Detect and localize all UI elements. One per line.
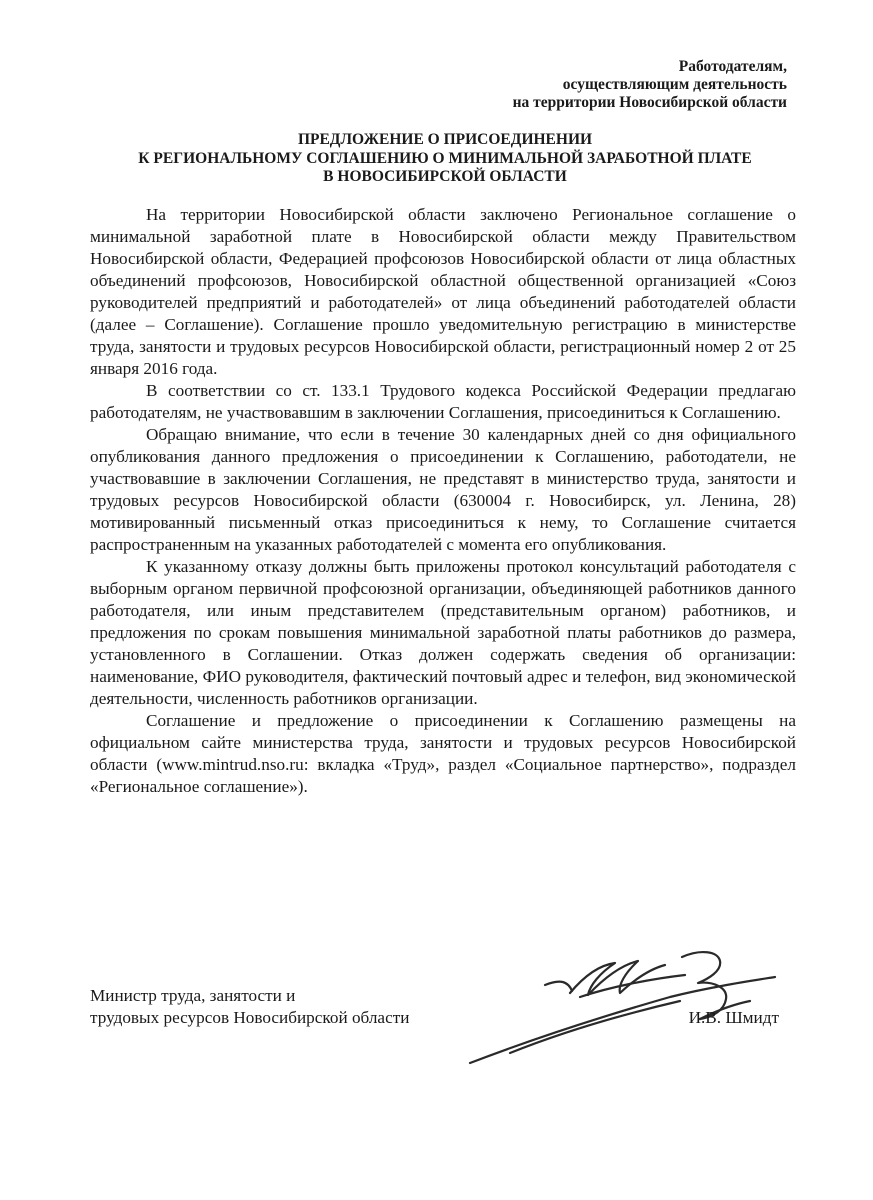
paragraph-2: В соответствии со ст. 133.1 Трудового кодекса Российской Федерации предлагаю работодателям, не участвовавшим в заключении Соглашения, присоединиться к Соглашению.: [90, 381, 796, 422]
signer-name: И.В. Шмидт: [688, 1008, 779, 1027]
signer-position-line-2: трудовых ресурсов Новосибирской области: [90, 1008, 410, 1027]
paragraph-5: Соглашение и предложение о присоединении к Соглашению размещены на официальном сайте министерства труда, занятости и трудовых ресурсов Новосибирской области (www.mintrud.nso.ru: вкладка «Труд», раздел «Социальное партнерство», подраздел «Региональное соглашение»).: [90, 711, 796, 796]
handwritten-signature: [450, 935, 790, 1075]
paragraph-3: Обращаю внимание, что если в течение 30 календарных дней со дня официального опубликования данного предложения о присоединении к Соглашению, работодатели, не участвовавшие в заключении Соглашения, не представят в министерство труда, занятости и трудовых ресурсов Новосибирской области (630004 г. Новосибирск, ул. Ленина, 28) мотивированный письменный отказ присоединиться к нему, то Соглашение считается распространенным на указанных работодателей с момента его опубликования.: [90, 425, 796, 554]
addressee-line-2: осуществляющим деятельность: [562, 76, 787, 93]
signer-position: [90, 985, 409, 1029]
paragraph-4: К указанному отказу должны быть приложены протокол консультаций работодателя с выборным органом первичной профсоюзной организации, объединяющей работников данного работодателя, или иным представителем (представительным органом) работников, и предложения по срокам повышения минимальной заработной платы работников до размера, установленного в Соглашении. Отказ должен содержать сведения об организации: наименование, ФИО руководителя, фактический почтовый адрес и телефон, вид экономической деятельности, численность работников организации.: [90, 557, 796, 708]
document-title: [90, 131, 800, 187]
document-body: [90, 204, 796, 798]
title-line-3: В НОВОСИБИРСКОЙ ОБЛАСТИ: [323, 168, 567, 185]
addressee-block: [367, 58, 787, 112]
signer-position-line-1: Министр труда, занятости и: [90, 986, 296, 1005]
title-line-1: ПРЕДЛОЖЕНИЕ О ПРИСОЕДИНЕНИИ: [297, 131, 593, 148]
addressee-line-3: на территории Новосибирской области: [512, 94, 787, 111]
title-line-2: К РЕГИОНАЛЬНОМУ СОГЛАШЕНИЮ О МИНИМАЛЬНОЙ ЗАРАБОТНОЙ ПЛАТЕ: [138, 149, 752, 167]
addressee-line-1: Работодателям,: [678, 58, 787, 75]
paragraph-1: На территории Новосибирской области заключено Региональное соглашение о минимальной заработной плате в Новосибирской области между Правительством Новосибирской области, Федерацией профсоюзов Новосибирской области от лица областных объединений профсоюзов, Новосибирской областной общественной организацией «Союз руководителей предприятий и работодателей» от лица объединений работодателей области (далее – Соглашение). Соглашение прошло уведомительную регистрацию в министерстве труда, занятости и трудовых ресурсов Новосибирской области, регистрационный номер 2 от 25 января 2016 года.: [90, 205, 796, 378]
